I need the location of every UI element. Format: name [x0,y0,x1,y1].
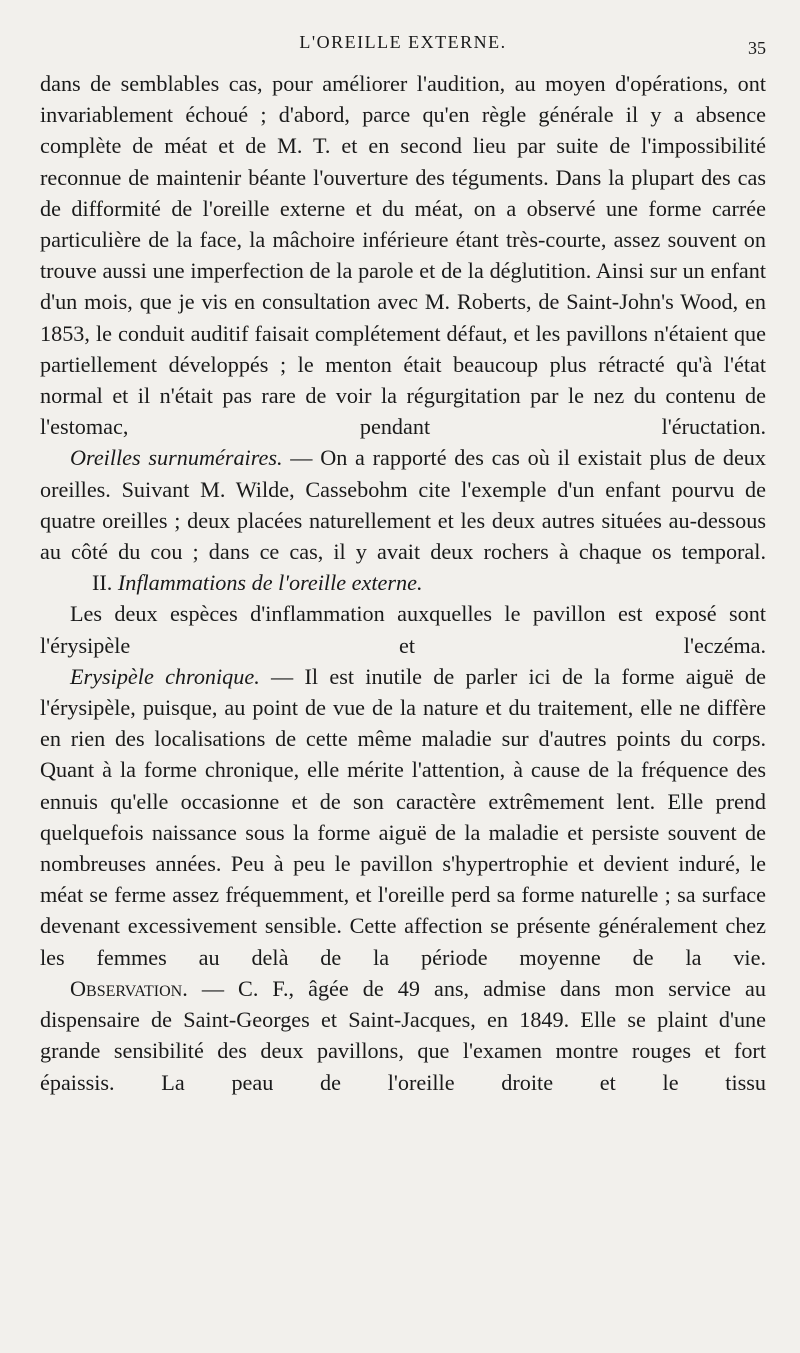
running-title: L'OREILLE EXTERNE. [299,32,507,52]
body-text [40,68,766,1098]
paragraph-lead: Observation. [70,975,188,1001]
paragraph [40,973,766,1098]
section-title: Inflammations de l'oreille externe. [117,570,423,596]
paragraph-lead: Oreilles surnuméraires. [70,445,283,471]
page-number: 35 [748,38,766,58]
section-numeral: II. [92,570,113,596]
running-header [40,30,766,60]
paragraph: dans de semblables cas, pour améliorer l'audition, au moyen d'opérations, ont invariablement échoué ; d'abord, parce qu'en règle générale il y a absence complète de méat et de M. T. et en second lieu par suite de l'impossibilité reconnue de maintenir béante l'ouverture des téguments. Dans la plupart des cas de difformité de l'oreille externe et du méat, on a observé une forme carrée particulière de la face, la mâchoire inférieure étant très-courte, assez souvent on trouve aussi une imperfection de la parole et de la déglutition. Ainsi sur un enfant d'un mois, que je vis en consultation avec M. Roberts, de Saint-John's Wood, en 1853, le conduit auditif faisait complétement défaut, et les pavillons n'étaient que partiellement développés ; le menton était beaucoup plus rétracté qu'à l'état normal et il n'était pas rare de voir la régurgitation par le nez du contenu de l'estomac, pendant l'éructation. [40,71,766,440]
paragraph-body: — C. F., âgée de 49 ans, admise dans mon service au dispensaire de Saint-Georges et Saint-Jacques, en 1849. Elle se plaint d'une grande sensibilité des deux pavillons, que l'examen montre rouges et fort épaissis. La peau de l'oreille droite et le tissu [40,975,766,1095]
paragraph [40,442,766,567]
paragraph [40,661,766,973]
paragraph: Les deux espèces d'inflammation auxquelles le pavillon est exposé sont l'érysipèle et l'eczéma. [40,601,766,658]
paragraph-body: — On a rapporté des cas où il existait plus de deux oreilles. Suivant M. Wilde, Cassebohm cite l'exemple d'un enfant pourvu de quatre oreilles ; deux placées naturellement et les deux autres situées au-dessous au côté du cou ; dans ce cas, il y avait deux rochers à chaque os temporal. [40,445,766,565]
paragraph-lead: Erysipèle chronique. [70,663,260,689]
paragraph-body: — Il est inutile de parler ici de la forme aiguë de l'érysipèle, puisque, au point de vue de la nature et du traitement, elle ne diffère en rien des localisations de cette même maladie sur d'autres points du corps. Quant à la forme chronique, elle mérite l'attention, à cause de la fréquence des ennuis qu'elle occasionne et de son caractère extrêmement lent. Elle prend quelquefois naissance sous la forme aiguë de la maladie et persiste souvent de nombreuses années. Peu à peu le pavillon s'hypertrophie et devient induré, le méat se ferme assez fréquemment, et l'oreille perd sa forme naturelle ; sa surface devenant excessivement sensible. Cette affection se présente généralement chez les femmes au delà de la période moyenne de la vie. [40,663,766,970]
section-heading [40,567,766,598]
